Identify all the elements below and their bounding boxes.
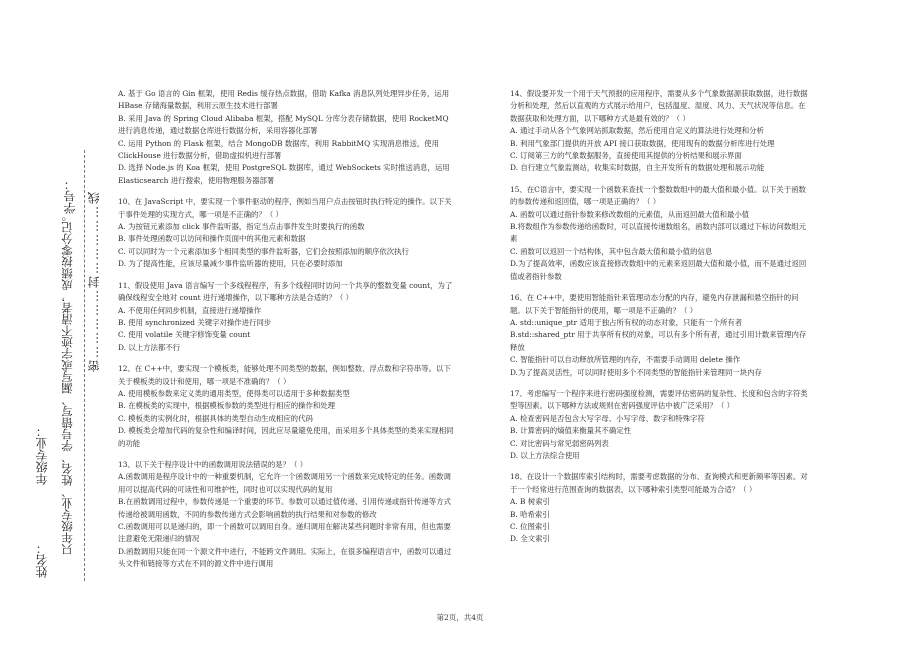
option: D. 以上方法都不行 [118,342,181,352]
question-18 [510,471,810,545]
option: A. 使用模板参数来定义类的通用类型，使得类可以适用于多种数据类型 [118,388,350,398]
option: C. 可以同时为一个元素添加多个相同类型的事件监听器，它们会按照添加的顺序依次执行 [118,246,409,256]
option: C. 模板类的实例化时，根据具体的类型自动生成相应的代码 [118,413,313,423]
question-10 [118,196,456,270]
option: B. 哈希索引 [510,509,550,519]
option: D. 以上方法综合使用 [510,450,580,460]
question-11 [118,280,456,354]
seal-line: 密……………封……………线 [87,190,101,372]
option: B. 在模板类的实现中，根据模板参数的类型进行相应的操作和处理 [118,401,336,411]
option: A. 不使用任何同步机制，直接进行递增操作 [118,305,262,315]
school-label: 姓名： [35,542,49,578]
option: A. 为按钮元素添加 click 事件监听器，指定当点击事件发生时要执行的函数 [118,222,365,232]
question-stem: 12、在 C++中，要实现一个模板类，能够处理不同类型的数据，例如整数、浮点数和字符串等。以下关于模板类的设计和使用，哪一项是不准确的？（ ） [118,364,451,386]
option: D. 全文索引 [510,534,550,544]
question-16 [510,292,810,379]
option: B. 利用气象部门提供的开放 API 接口获取数据，使用现有的数据分析库进行处理 [510,138,775,148]
seal-dash-line [84,150,85,581]
binding-strip [0,0,112,651]
question-17 [510,388,810,462]
option: B. 采用 Java 的 Spring Cloud Alibaba 框架，搭配 MySQL 分库分表存储数据，使用 RocketMQ 进行消息传递，通过数据仓库进行数据分析，采用容器化部署 [118,113,449,136]
question-13 [118,459,456,571]
question-12 [118,363,456,450]
option: A. 函数可以通过指针参数来修改数组的元素值，从而返回最大值和最小值 [510,209,750,219]
option: D.函数调用只能在同一个源文件中进行，不能跨文件调用。实际上，在很多编程语言中，函数可以通过头文件和链接等方式在不同的源文件中进行调用 [118,546,452,569]
option: C. 使用 volatile 关键字修饰变量 count [118,330,251,340]
option: D.为了提高灵活性，可以同时使用多个不同类型的智能指针来管理同一块内存 [510,367,762,377]
option: D. 选择 Node.js 的 Koa 框架，使用 PostgreSQL 数据库，通过 WebSockets 实时推送消息，运用 Elasticsearch 进行搜索，使用物理服务器部署 [118,163,450,185]
question-stem: 10、在 JavaScript 中，要实现一个事件驱动的程序，例如当用户点击按钮时执行特定的操作。以下关于事件处理的实现方式，哪一项是不正确的？（ ） [118,197,452,219]
option: A. B 树索引 [510,497,550,507]
option: A. 检查密码是否包含大写字母、小写字母、数字和特殊字符 [510,413,705,423]
option: B.std::shared_ptr 用于共享所有权的对象，可以有多个所有者，通过引用计数来管理内存释放 [510,330,807,352]
question-stem: 16、在 C++中，要使用智能指针来管理动态分配的内存，避免内存泄漏和悬空指针的问题。以下关于智能指针的使用，哪一项是不正确的？（ ） [510,293,799,315]
option: A.函数调用是程序设计中的一种重要机制，它允许一个函数调用另一个函数来完成特定的任务。函数调用可以提高代码的可读性和可维护性，同时也可以实现代码的复用 [118,472,451,494]
question-stem: 13、以下关于程序设计中的函数调用说法错误的是？（ ） [118,459,308,469]
option: D. 为了提高性能，应该尽量减少事件监听器的使用，只在必要时添加 [118,259,343,269]
option: D.为了提高效率，函数应该直接修改数组中的元素来返回最大值和最小值，而不是通过返回值或者指针参数 [510,259,807,281]
question-stem: 18、在设计一个数据库索引结构时，需要考虑数据的分布、查询模式和更新频率等因素。对于一个经常进行范围查询的数据表，以下哪种索引类型可能最为合适？（ ） [510,472,808,494]
question-stem: 11、假设使用 Java 语言编写一个多线程程序，有多个线程同时访问一个共享的整数变量 count，为了确保线程安全地对 count 进行递增操作，以下哪种方法是合适的？（ ） [118,280,453,303]
student-label: 学号： [63,178,77,214]
grade-label: 年级专业： [35,425,49,485]
question-14 [510,88,810,175]
notice-line: 只年级专业、姓名、学号错写、漏写或字迹不清者，成绩按零分记。 [60,210,74,555]
option: B. 使用 synchronized 关键字对操作进行同步 [118,317,272,327]
left-column [118,88,456,580]
option: C. 智能指针可以自动释放所管理的内存，不需要手动调用 delete 操作 [510,355,741,365]
option: D. 模板类会增加代码的复杂性和编译时间，因此应尽量避免使用，而采用多个具体类型的类来实现相同的功能 [118,426,454,448]
option: A. 基于 Go 语言的 Gin 框架，使用 Redis 缓存热点数据，借助 Kafka 消息队列处理异步任务，运用 HBase 存储海量数据，利用云原生技术进行部署 [118,89,450,111]
option: B.将数组作为参数传递给函数时，可以直接传递数组名，函数内部可以通过下标访问数组元素 [510,222,807,244]
option: A. std::unique_ptr 适用于独占所有权的动态对象，只能有一个所有者 [510,317,743,327]
option: C.函数调用可以是递归的，即一个函数可以调用自身。递归调用在解决某些问题时非常有用，但也需要注意避免无限递归的情况 [118,522,451,544]
right-column [510,88,810,555]
page-number: 第2页，共4页 [436,613,484,622]
option: B.在函数调用过程中，参数传递是一个重要的环节。参数可以通过值传递、引用传递或指针传递等方式传递给被调用函数，不同的参数传递方式会影响函数的执行结果和对参数的修改 [118,497,451,519]
option: C. 位图索引 [510,522,550,531]
option: B. 计算密码的熵值来衡量其不确定性 [510,426,631,436]
question-stem: 14、假设要开发一个用于天气预报的应用程序，需要从多个气象数据源获取数据，进行数据分析和处理，然后以直观的方式展示给用户，包括温度、湿度、风力、天气状况等信息。在数据获取和处理方面，以下哪种方式是最有效的？（ ） [510,89,808,123]
question-9 [118,88,456,187]
option: D. 自行建立气象监测站，收集实时数据，自主开发所有的数据处理和展示功能 [510,163,765,173]
option: C. 运用 Python 的 Flask 框架，结合 MongoDB 数据库，利用 RabbitMQ 实现消息推送，使用 ClickHouse 进行数据分析，借助虚拟机进行部署 [118,138,440,161]
question-stem: 17、考虑编写一个程序来进行密码强度检测，需要评估密码的复杂性、长度和包含的字符类型等因素。以下哪种方法或规则在密码强度评估中被广泛采用？（ ） [510,388,808,411]
option: A. 通过手动从各个气象网站抓取数据，然后使用自定义的算法进行处理和分析 [510,126,764,136]
question-15 [510,184,810,283]
option: C. 对比密码与常见弱密码列表 [510,438,609,448]
option: B. 事件处理函数可以访问和操作页面中的其他元素和数据 [118,234,306,244]
question-stem: 15、在C语言中，要实现一个函数来查找一个整数数组中的最大值和最小值。以下关于函数的参数传递和返回值，哪一项是正确的？（ ） [510,184,806,207]
option: C. 函数可以返回一个结构体，其中包含最大值和最小值的信息 [510,246,713,256]
option: C. 订阅第三方的气象数据服务，直接使用其提供的分析结果和展示界面 [510,151,742,161]
